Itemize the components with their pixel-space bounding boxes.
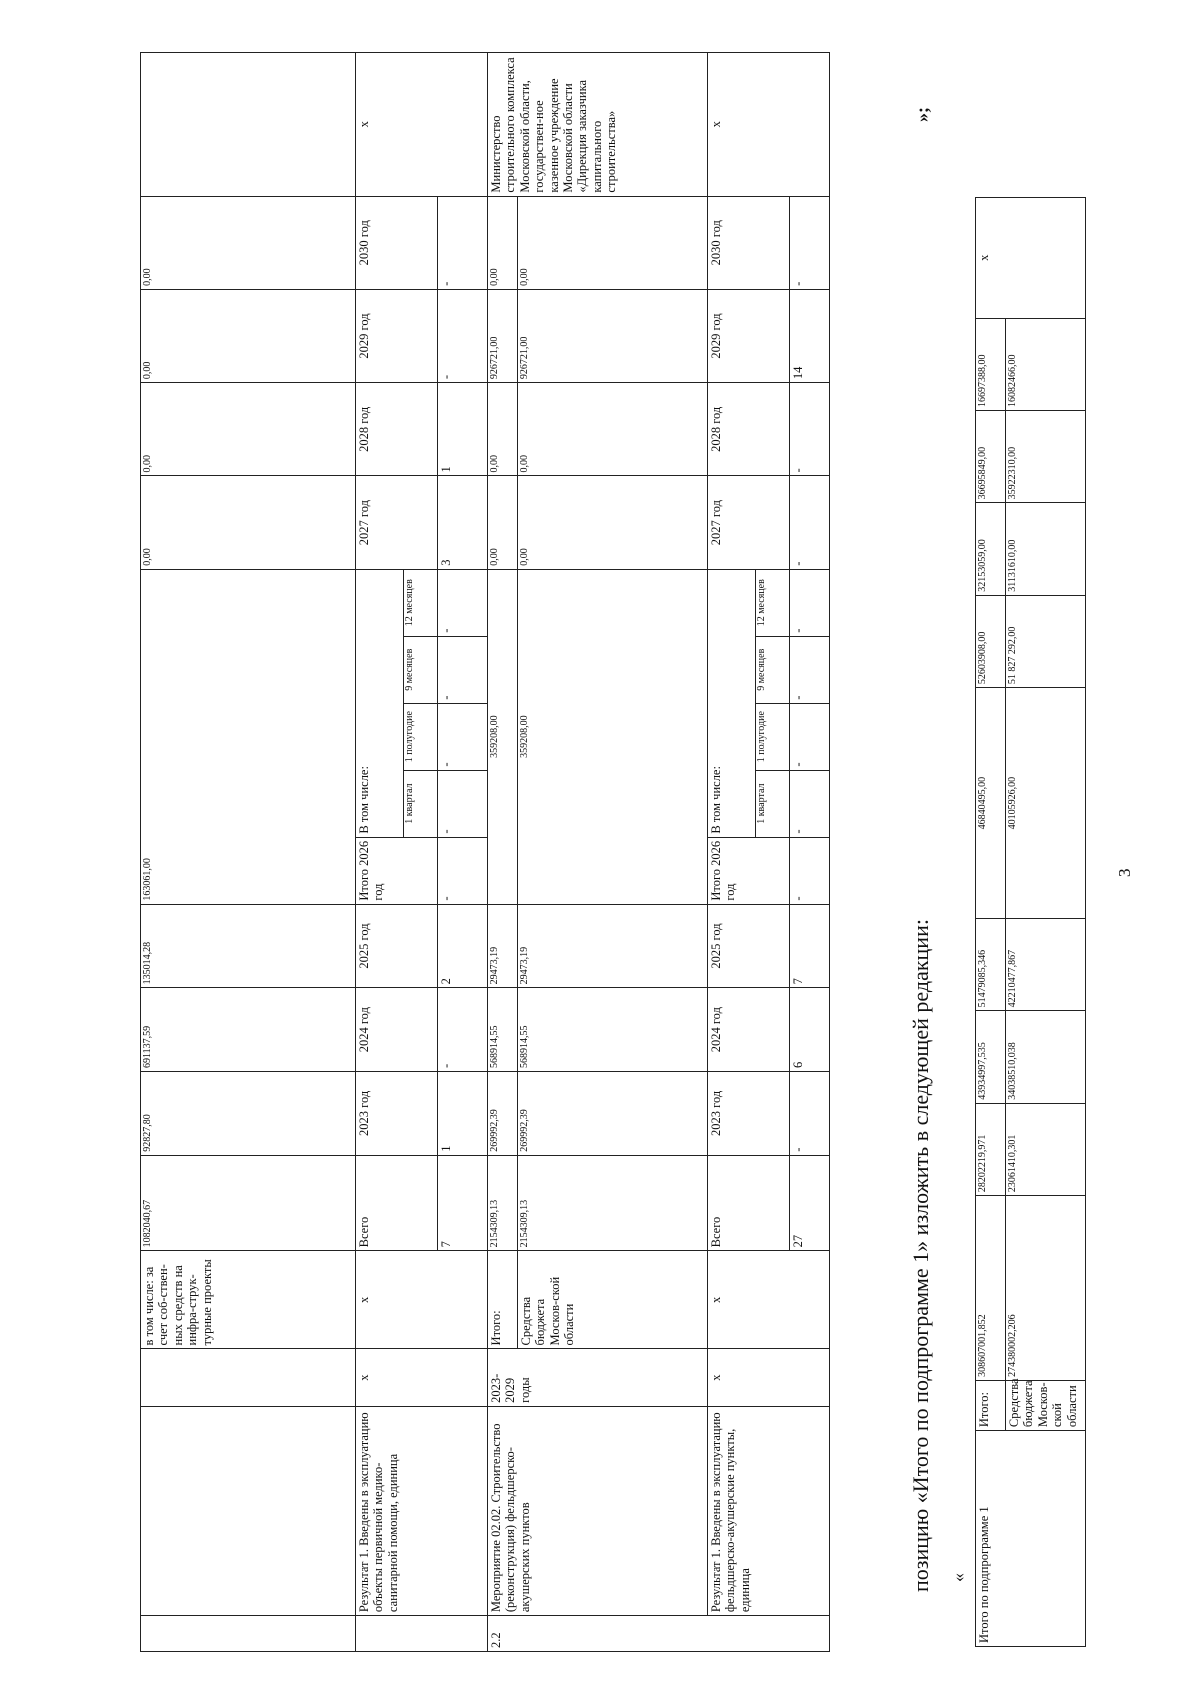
table-cell: 43934997,535 <box>976 1011 1006 1103</box>
table-cell: 0,00 <box>518 476 708 569</box>
result-name: Результат 1. Введены в эксплуатацию фельдшерско-акушерские пункты, единица <box>708 1406 830 1615</box>
table-cell: 52603908,00 <box>976 595 1006 687</box>
table-cell: 46840495,00 <box>976 688 1006 919</box>
table-cell: 16082466,00 <box>1006 318 1086 410</box>
table-cell: x <box>708 53 830 197</box>
table-cell: - <box>790 636 830 703</box>
main-table <box>140 52 830 1652</box>
table-cell: 32153059,00 <box>976 503 1006 595</box>
table-cell: 40105926,00 <box>1006 688 1086 919</box>
table-header: 2028 год <box>356 383 438 476</box>
table-cell: 34038510,038 <box>1006 1011 1086 1103</box>
table-row <box>488 53 518 1652</box>
table-header: 12 месяцев <box>404 569 438 636</box>
responsible-cell: Министерство строительного комплекса Московской области, государствен-ное казенное учреждение Московской области «Дирекция заказчика капитального строительства» <box>488 53 708 197</box>
table-row <box>708 53 756 1652</box>
table-header: 2027 год <box>356 476 438 569</box>
table-cell: 0,00 <box>141 383 356 476</box>
table-header: 1 полугодие <box>756 703 790 770</box>
table-header: 2030 год <box>708 196 790 289</box>
table-header: Всего <box>708 1155 790 1251</box>
table-cell: - <box>790 703 830 770</box>
table-cell: x <box>976 198 1086 319</box>
table-cell: x <box>708 1349 830 1406</box>
table-header: 2025 год <box>708 904 790 988</box>
table-cell: - <box>790 1072 830 1156</box>
summary-label: Итого по подпрограмме 1 <box>976 1431 1086 1647</box>
table-cell: - <box>790 770 830 837</box>
table-cell: 0,00 <box>141 476 356 569</box>
table-header: В том числе: <box>356 569 404 837</box>
table-cell: 7 <box>438 1155 488 1251</box>
table-cell: 269992,39 <box>488 1072 518 1156</box>
table-cell: 691137,59 <box>141 988 356 1072</box>
table-cell: Средства бюджета Москов-ской области <box>518 1251 708 1349</box>
table-cell: - <box>790 569 830 636</box>
table-cell <box>141 1616 356 1652</box>
table-header: 2028 год <box>708 383 790 476</box>
table-header: В том числе: <box>708 569 756 837</box>
table-cell: - <box>790 383 830 476</box>
row-number: 2.2 <box>488 1616 830 1652</box>
summary-table <box>975 197 1086 1647</box>
closing-quote: »; <box>912 107 932 122</box>
table-header: 1 полугодие <box>404 703 438 770</box>
table-row <box>356 53 404 1652</box>
table-cell: в том числе: за счет соб-ствен-ных средств на инфра-струк-турные проекты <box>141 1251 356 1349</box>
table-header: 1 квартал <box>756 770 790 837</box>
table-cell: - <box>790 476 830 569</box>
table-header: Итого 2026 год <box>708 837 790 904</box>
table-header: 2030 год <box>356 196 438 289</box>
table-cell: 14 <box>790 289 830 382</box>
table-cell: 163061,00 <box>141 569 356 904</box>
table-cell: 1082040,67 <box>141 1155 356 1251</box>
opening-quote: « <box>948 1573 968 1582</box>
table-cell: x <box>708 1251 830 1349</box>
table-cell: 269992,39 <box>518 1072 708 1156</box>
table-cell: 51479085,346 <box>976 919 1006 1011</box>
table-cell: 7 <box>790 904 830 988</box>
table-cell: 2 <box>438 904 488 988</box>
table-cell: 2154309,13 <box>488 1155 518 1251</box>
table-cell: 0,00 <box>141 289 356 382</box>
table-cell: 42210477,867 <box>1006 919 1086 1011</box>
table-cell: 31131610,00 <box>1006 503 1086 595</box>
table-cell: Итого: <box>488 1251 518 1349</box>
table-cell: 135014,28 <box>141 904 356 988</box>
table-cell: - <box>438 770 488 837</box>
table-row <box>141 53 356 1652</box>
table-cell: x <box>356 1251 488 1349</box>
table-cell: 274380002,206 <box>1006 1196 1086 1381</box>
table-cell: 6 <box>790 988 830 1072</box>
table-cell: 92827,80 <box>141 1072 356 1156</box>
table-cell: 926721,00 <box>488 289 518 382</box>
table-cell: 27 <box>790 1155 830 1251</box>
table-cell <box>141 1406 356 1615</box>
table-header: 2023 год <box>708 1072 790 1156</box>
table-cell: 2023-2029 годы <box>488 1349 708 1406</box>
table-header: 2029 год <box>356 289 438 382</box>
table-header: 2023 год <box>356 1072 438 1156</box>
table-cell: 568914,55 <box>488 988 518 1072</box>
table-cell: - <box>790 837 830 904</box>
table-header: 2024 год <box>708 988 790 1072</box>
table-cell: 16697388,00 <box>976 318 1006 410</box>
table-cell: 3 <box>438 476 488 569</box>
table-header: Итого 2026 год <box>356 837 438 904</box>
table-cell: 568914,55 <box>518 988 708 1072</box>
table-cell: - <box>438 988 488 1072</box>
table-cell: 359208,00 <box>488 569 518 904</box>
table-row <box>1006 198 1086 1647</box>
table-cell: 0,00 <box>488 476 518 569</box>
table-header: 12 месяцев <box>756 569 790 636</box>
table-cell: 51 827 292,00 <box>1006 595 1086 687</box>
table-cell <box>356 1616 488 1652</box>
table-header: 2029 год <box>708 289 790 382</box>
table-cell: 2154309,13 <box>518 1155 708 1251</box>
table-cell: 36695849,00 <box>976 410 1006 502</box>
amendment-caption: позицию «Итого по подпрограмме 1» изложить в следующей редакции: <box>908 919 933 1592</box>
table-header: 2027 год <box>708 476 790 569</box>
table-cell: - <box>438 569 488 636</box>
table-cell: 0,00 <box>518 196 708 289</box>
table-cell <box>141 53 356 197</box>
table-header: 2024 год <box>356 988 438 1072</box>
table-cell: - <box>438 196 488 289</box>
table-cell: Итого: <box>976 1380 1006 1430</box>
table-cell: - <box>438 289 488 382</box>
table-cell: 35922310,00 <box>1006 410 1086 502</box>
table-cell: 0,00 <box>488 383 518 476</box>
table-cell: 308607001,852 <box>976 1196 1006 1381</box>
table-cell: x <box>356 53 488 197</box>
table-cell: 926721,00 <box>518 289 708 382</box>
table-cell: 29473,19 <box>488 904 518 988</box>
table-cell: 1 <box>438 383 488 476</box>
table-cell: x <box>356 1349 488 1406</box>
table-header: 9 месяцев <box>404 636 438 703</box>
table-cell: 1 <box>438 1072 488 1156</box>
measure-name: Мероприятие 02.02. Строительство (реконструкция) фельдшерско-акушерских пунктов <box>488 1406 708 1615</box>
table-cell: 23061410,301 <box>1006 1103 1086 1195</box>
table-cell: 359208,00 <box>518 569 708 904</box>
table-cell: 0,00 <box>518 383 708 476</box>
table-cell <box>141 1349 356 1406</box>
table-cell: Средства бюджета Москов-ской области <box>1006 1380 1086 1430</box>
table-cell: 28202219,971 <box>976 1103 1006 1195</box>
page-number: 3 <box>1115 868 1134 877</box>
table-cell: - <box>438 703 488 770</box>
result-name: Результат 1. Введены в эксплуатацию объекты первичной медико-санитарной помощи, единица <box>356 1406 488 1615</box>
table-header: 1 квартал <box>404 770 438 837</box>
table-cell: - <box>438 636 488 703</box>
table-cell: 29473,19 <box>518 904 708 988</box>
table-cell: 0,00 <box>141 196 356 289</box>
table-row <box>976 198 1006 1647</box>
table-header: Всего <box>356 1155 438 1251</box>
table-header: 9 месяцев <box>756 636 790 703</box>
table-cell: - <box>438 837 488 904</box>
table-cell: - <box>790 196 830 289</box>
table-cell: 0,00 <box>488 196 518 289</box>
table-header: 2025 год <box>356 904 438 988</box>
